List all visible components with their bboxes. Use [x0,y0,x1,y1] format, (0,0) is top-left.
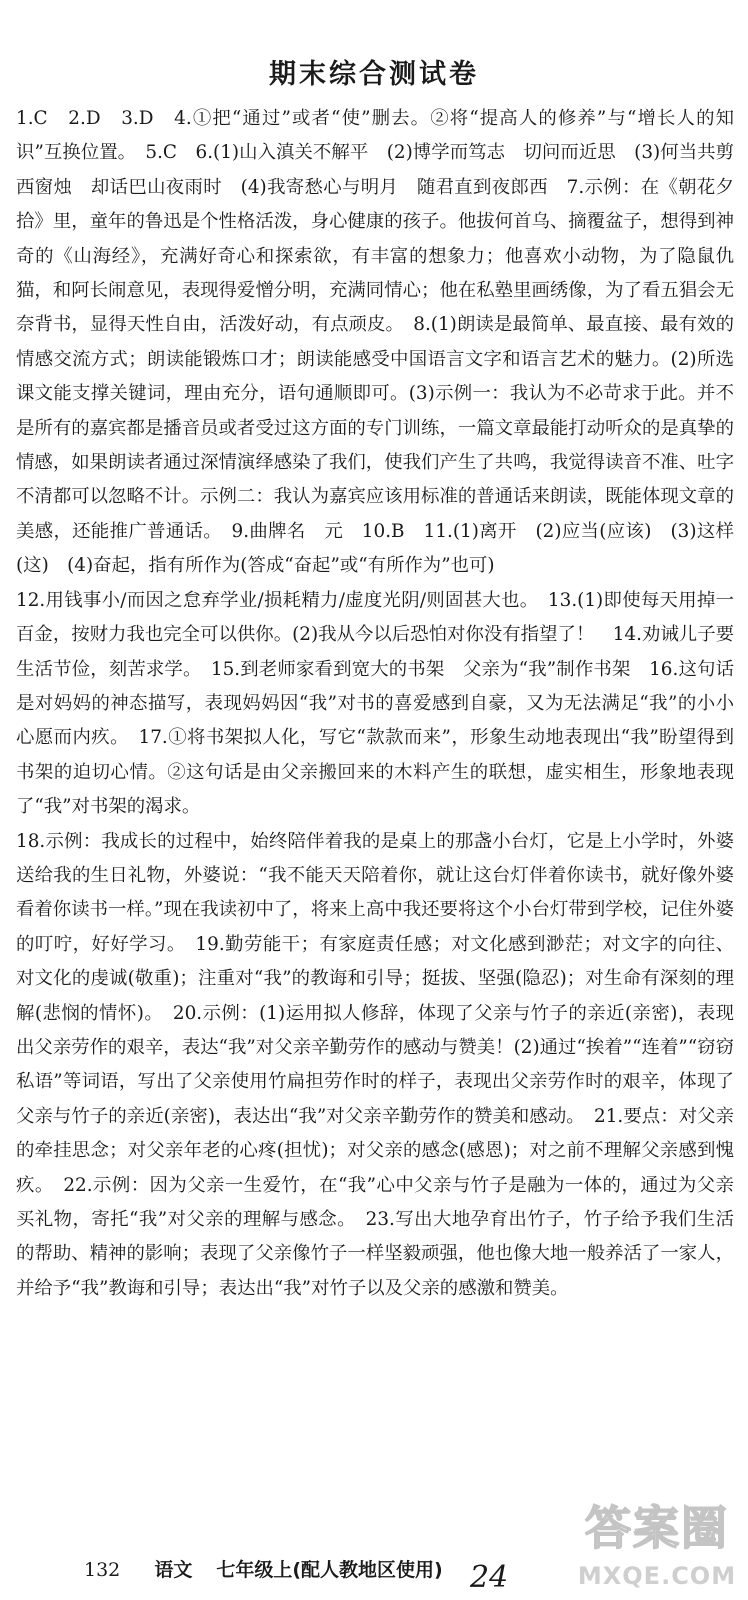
answer-body [16,102,734,1306]
subject-label: 语文 [154,1559,193,1581]
page-title: 期末综合测试卷 [269,59,479,90]
grade-label: 七年级上(配人教地区使用) [216,1559,443,1581]
answer-paragraph: 12.用钱事小/而因之怠弃学业/损耗精力/虚度光阴/则固甚大也。 13.(1)即使每天用掉一百金，按财力我也完全可以供你。(2)我从今以后恐怕对你没有指望了！ 14.劝诫儿子要生活节俭，刻苦求学。 15.到老师家看到宽大的书架 父亲为“我”制作书架 16.这句话是对妈妈的神态描写，表现妈妈因“我”对书的喜爱感到自豪，又为无法满足“我”的小小心愿而内疚。 17.①将书架拟人化，写它“款款而来”，形象生动地表现出“我”盼望得到书架的迫切心情。②这句话是由父亲搬回来的木料产生的联想，虚实相生，形象地表现了“我”对书架的渴求。 [16,589,734,818]
watermark-logo-text: 答案圈 [585,1501,729,1555]
site-watermark [572,1500,742,1596]
answer-paragraph: 1.C 2.D 3.D 4.①把“通过”或者“使”删去。②将“提高人的修养”与“增长人的知识”互换位置。 5.C 6.(1)山入滇关不解平 (2)博学而笃志 切问而近思 (3)何当共剪西窗烛 却话巴山夜雨时 (4)我寄愁心与明月 随君直到夜郎西 7.示例：在《朝花夕拾》里，童年的鲁迅是个性格活泼，身心健康的孩子。他拔何首乌、摘覆盆子，想得到神奇的《山海经》，充满好奇心和探索欲，有丰富的想象力；他喜欢小动物，为了隐鼠仇猫，和阿长闹意见，表现得爱憎分明，充满同情心；他在私塾里画绣像，为了看五猖会无奈背书，显得天性自由，活泼好动，有点顽皮。 8.(1)朗读是最简单、最直接、最有效的情感交流方式；朗读能锻炼口才；朗读能感受中国语言文字和语言艺术的魅力。(2)所选课文能支撑关键词，理由充分，语句通顺即可。(3)示例一：我认为不必苛求于此。并不是所有的嘉宾都是播音员或者受过这方面的专门训练，一篇文章最能打动听众的是真挚的情感，如果朗读者通过深情演绎感染了我们，使我们产生了共鸣，我觉得读音不准、吐字不清都可以忽略不计。示例二：我认为嘉宾应该用标准的普通话来朗读，既能体现文章的美感，还能推广普通话。 9.曲牌名 元 10.B 11.(1)离开 (2)应当(应该) (3)这样(这) (4)奋起，指有所作为(答成“奋起”或“有所作为”也可) [16,108,734,577]
handwritten-page-number: 24 [470,1560,509,1595]
answer-paragraph: 18.示例：我成长的过程中，始终陪伴着我的是桌上的那盏小台灯，它是上小学时，外婆送给我的生日礼物，外婆说：“我不能天天陪着你，就让这台灯伴着你读书，就好像外婆看着你读书一样。”现在我读初中了，将来上高中我还要将这个小台灯带到学校，记住外婆的叮咛，好好学习。 19.勤劳能干；有家庭责任感；对文化感到渺茫；对文字的向往、对文化的虔诚(敬重)；注重对“我”的教诲和引导；挺拔、坚强(隐忍)；对生命有深刻的理解(悲悯的情怀)。 20.示例：(1)运用拟人修辞，体现了父亲与竹子的亲近(亲密)，表现出父亲劳作的艰辛，表达“我”对父亲辛勤劳作的感动与赞美！(2)通过“挨着”“连着”“窃窃私语”等词语，写出了父亲使用竹扁担劳作时的样子，表现出父亲劳作时的艰辛，体现了父亲与竹子的亲近(亲密)，表达出“我”对父亲辛勤劳作的赞美和感动。 21.要点：对父亲的牵挂思念；对父亲年老的心疼(担忧)；对父亲的感念(感恩)；对之前不理解父亲感到愧疚。 22.示例：因为父亲一生爱竹，在“我”心中父亲与竹子是融为一体的，通过为父亲买礼物，寄托“我”对父亲的理解与感念。 23.写出大地孕育出竹子，竹子给予我们生活的帮助、精神的影响；表现了父亲像竹子一样坚毅顽强，他也像大地一般养活了一家人，并给予“我”教诲和引导；表达出“我”对竹子以及父亲的感激和赞美。 [16,830,734,1299]
page-footer [84,1558,443,1582]
page-number: 132 [84,1559,121,1581]
watermark-url: MXQE.COM [577,1562,737,1590]
